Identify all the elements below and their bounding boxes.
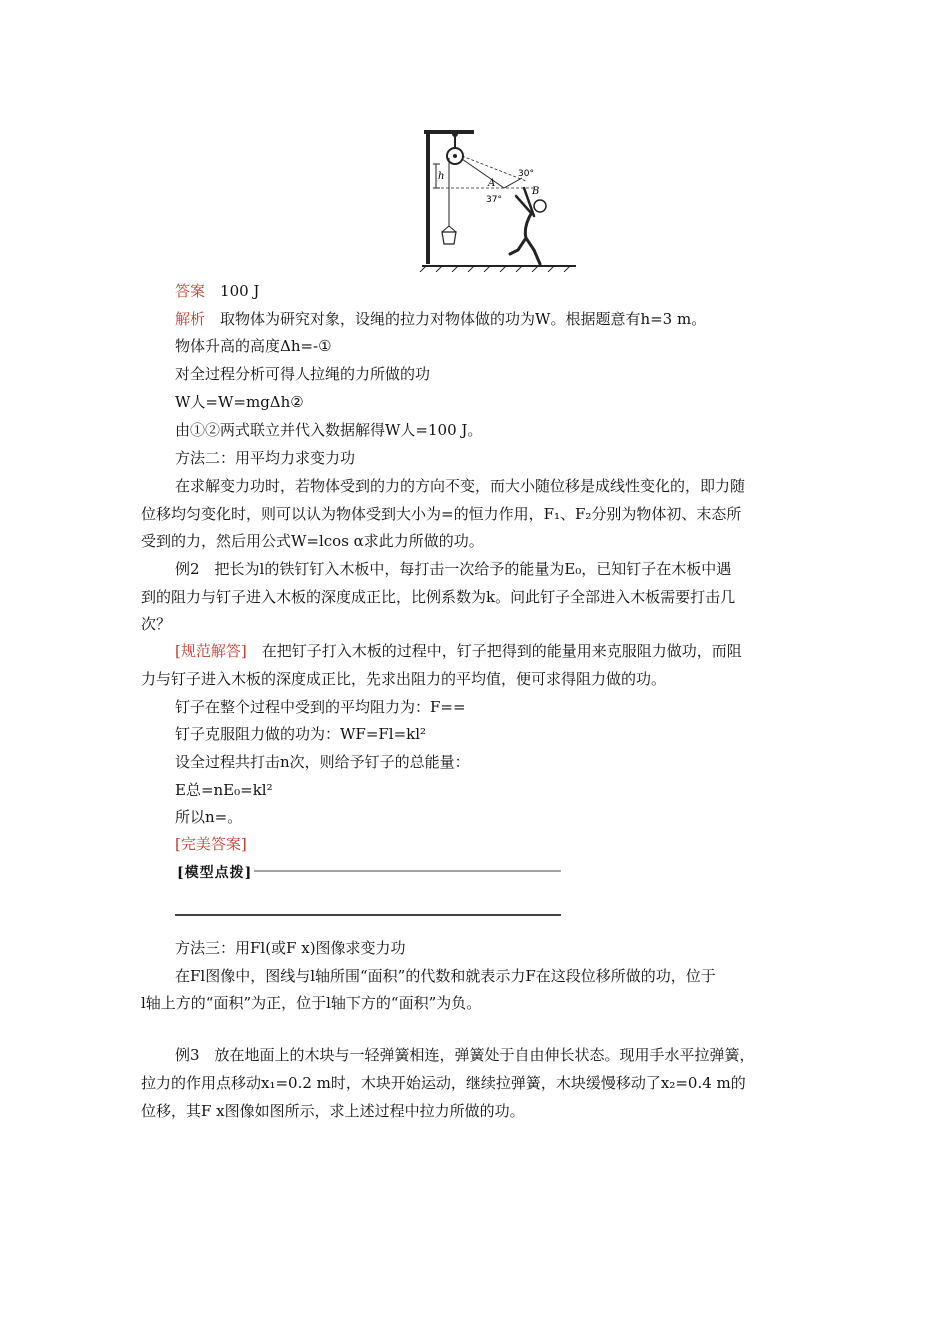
height-label: h [438, 171, 445, 182]
text-line-8: 在求解变力功时，若物体受到的力的方向不变，而大小随位移是成线性变化的，即力随 [175, 477, 746, 495]
example-2-line-1: 例2 把长为l的铁钉钉入木板中，每打击一次给予的能量为E₀，已知钉子在木板中遇 [175, 560, 732, 578]
text-line-15: 力与钉子进入木板的深度成正比，先求出阻力的平均值，便可求得阻力做的功。 [141, 670, 667, 688]
text-line-5: W人=W=mgΔh② [175, 393, 304, 411]
model-tip-label: [模型点拨] [175, 862, 254, 882]
example-2-line-2: 到的阻力与钉子进入木板的深度成正比，比例系数为k。问此钉子全部进入木板需要打击几 [141, 588, 736, 606]
example-3-line-3: 位移，其F x图像如图所示，求上述过程中拉力所做的功。 [141, 1102, 525, 1120]
answer-tag: 答案 [175, 282, 206, 300]
text-line-3: 物体升高的高度Δh=-① [175, 337, 332, 355]
analysis-tag: 解析 [175, 310, 206, 328]
text-line-18: 设全过程共打击n次，则给予钉子的总能量： [175, 753, 470, 771]
text-line-9: 位移均匀变化时，则可以认为物体受到大小为=的恒力作用，F₁、F₂分别为物体初、末态所 [141, 505, 742, 523]
angle-37-label: 37° [486, 195, 502, 205]
example-2-line-3: 次？ [141, 615, 172, 633]
text-line-20: 所以n=。 [175, 808, 243, 826]
analysis-text: 取物体为研究对象，设绳的拉力对物体做的功为W。根据题意有h=3 m。 [220, 310, 707, 328]
solution-line [175, 641, 742, 661]
angle-30-label: 30° [518, 169, 534, 179]
solution-tag: [规范解答] [175, 642, 247, 660]
text-line-24: l轴上方的“面积”为正，位于l轴下方的“面积”为负。 [141, 994, 482, 1012]
text-line-23: 在Fl图像中，图线与l轴所围“面积”的代数和就表示力F在这段位移所做的功，位于 [175, 967, 716, 985]
answer-line [175, 281, 259, 301]
example-3-line-1: 例3 放在地面上的木块与一轻弹簧相连，弹簧处于自由伸长状态。现用手水平拉弹簧， [175, 1046, 755, 1064]
perfect-answer-tag: [完美答案] [175, 835, 247, 853]
text-line-19: E总=nE₀=kl² [175, 781, 273, 799]
example-3-line-2: 拉力的作用点移动x₁=0.2 m时，木块开始运动，继续拉弹簧，木块缓慢移动了x₂=0.4 m的 [141, 1074, 746, 1092]
solution-text: 在把钉子打入木板的过程中，钉子把得到的能量用来克服阻力做功，而阻 [261, 642, 742, 660]
text-line-4: 对全过程分析可得人拉绳的力所做的功 [175, 365, 431, 383]
text-line-16: 钉子在整个过程中受到的平均阻力为：F== [175, 698, 466, 716]
method-two-heading: 方法二：用平均力求变力功 [175, 449, 356, 467]
point-b-label: B [532, 186, 540, 197]
text-line-6: 由①②两式联立并代入数据解得W人=100 J。 [175, 421, 483, 439]
answer-text: 100 J [220, 282, 260, 300]
point-a-label: A [488, 178, 496, 189]
method-three-heading: 方法三：用Fl(或F x)图像求变力功 [175, 939, 406, 957]
pulley-figure [414, 126, 584, 272]
analysis-line [175, 309, 706, 329]
model-tip-bottom-rule [175, 912, 561, 918]
text-line-17: 钉子克服阻力做的功为：WF=Fl=kl² [175, 725, 427, 743]
text-line-10: 受到的力，然后用公式W=lcos α求此力所做的功。 [141, 532, 484, 550]
